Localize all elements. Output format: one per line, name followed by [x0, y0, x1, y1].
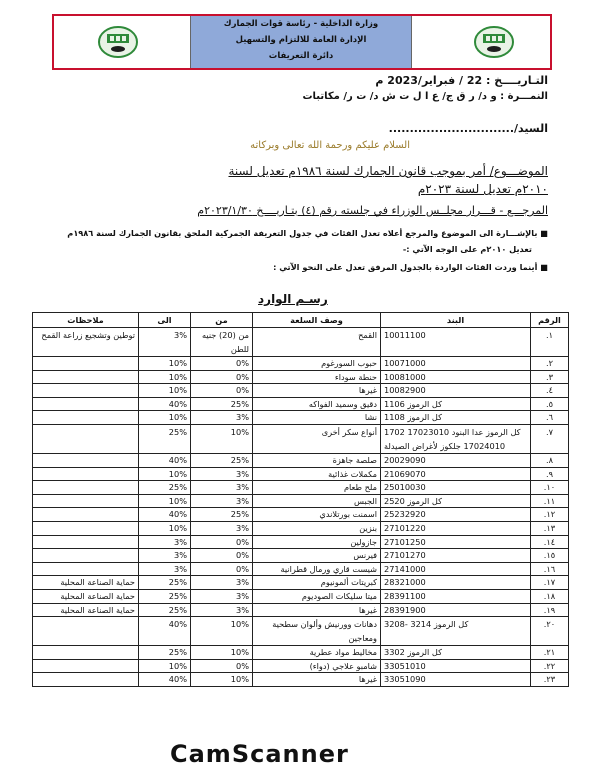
rate-from: من (20) جنيه للطن [191, 328, 253, 357]
rate-to: 25% [139, 424, 191, 453]
row-notes [33, 370, 139, 384]
rate-from: 3% [191, 521, 253, 535]
rate-from: 3% [191, 589, 253, 603]
rate-to: 10% [139, 494, 191, 508]
goods-description: حبوب السورغوم [253, 357, 381, 371]
goods-description: دقيق وسميد الفواكه [253, 397, 381, 411]
document-number: النمـــرة : و د/ ر ق ج/ ع ا ل ت ش د/ ت ر/ مكاتبات [302, 91, 548, 102]
row-number: ٢١. [531, 646, 569, 660]
tariff-table [32, 312, 569, 687]
rate-to: 10% [139, 411, 191, 425]
row-notes [33, 397, 139, 411]
row-notes [33, 467, 139, 481]
goods-description: ميتا سليكات الصوديوم [253, 589, 381, 603]
row-number: ٧. [531, 424, 569, 453]
table-row [33, 549, 569, 563]
table-row [33, 659, 569, 673]
tariff-item: 33051090 [381, 673, 531, 687]
column-header-to: الى [139, 313, 191, 328]
row-number: ١٦. [531, 562, 569, 576]
rate-to: 25% [139, 646, 191, 660]
table-row [33, 328, 569, 357]
rate-from: 0% [191, 370, 253, 384]
rate-to: 40% [139, 397, 191, 411]
row-number: ٣. [531, 370, 569, 384]
bullet-dot-icon: ■ [537, 262, 548, 272]
rate-to: 3% [139, 535, 191, 549]
tariff-item: 28391100 [381, 589, 531, 603]
tariff-item: 3302 كل الرموز [381, 646, 531, 660]
customs-emblem-icon [98, 26, 138, 58]
row-notes [33, 384, 139, 398]
rate-from: 3% [191, 576, 253, 590]
reference-line: المرجـــع - قـــرار مجلــس الوزراء في جلسته رقم (٤) بتـاريــــخ ٢٠٢٣/١/٣٠م [197, 204, 548, 217]
row-number: ١١. [531, 494, 569, 508]
rate-to: 25% [139, 589, 191, 603]
row-number: ١٩. [531, 603, 569, 617]
row-number: ٥. [531, 397, 569, 411]
goods-description: غيرها [253, 384, 381, 398]
tariff-item: 27141000 [381, 562, 531, 576]
rate-from: 0% [191, 659, 253, 673]
rate-from: 10% [191, 673, 253, 687]
rate-to: 25% [139, 481, 191, 495]
tariff-item: 28391900 [381, 603, 531, 617]
row-number: ٢٢. [531, 659, 569, 673]
row-number: ٢. [531, 357, 569, 371]
letterhead-line-department: دائرة التعريفات [268, 51, 334, 61]
row-number: ١٥. [531, 549, 569, 563]
goods-description: جازولين [253, 535, 381, 549]
tariff-item: 2520 كل الرموز [381, 494, 531, 508]
column-header-notes: ملاحظات [33, 313, 139, 328]
row-notes: حماية الصناعة المحلية [33, 576, 139, 590]
row-number: ١٨. [531, 589, 569, 603]
tariff-item: 10082900 [381, 384, 531, 398]
row-notes: توطين وتشجيع زراعة القمح [33, 328, 139, 357]
row-number: ١٤. [531, 535, 569, 549]
rate-to: 3% [139, 562, 191, 576]
rate-from: 0% [191, 549, 253, 563]
row-notes [33, 453, 139, 467]
goods-description: شامبو علاجي (دواء) [253, 659, 381, 673]
tariff-item: 28321000 [381, 576, 531, 590]
goods-description: صلصة جاهزة [253, 453, 381, 467]
bullet-dot-icon: ■ [537, 228, 548, 238]
rate-to: 3% [139, 328, 191, 357]
table-row [33, 589, 569, 603]
table-row [33, 535, 569, 549]
column-header-number: الرقم [531, 313, 569, 328]
rate-to: 25% [139, 576, 191, 590]
tariff-item: 1702 كل الرموز عدا البنود 17023010 17024010 جلكوز لأغراض الصيدلة [381, 424, 531, 453]
table-header-row [33, 313, 569, 328]
letterhead-line-ministry: وزارة الداخلية - رئاسة قوات الجمارك [223, 19, 379, 29]
tariff-item: 21069070 [381, 467, 531, 481]
rate-to: 25% [139, 603, 191, 617]
row-notes [33, 535, 139, 549]
row-notes [33, 424, 139, 453]
row-notes [33, 481, 139, 495]
table-row [33, 617, 569, 646]
rate-to: 40% [139, 508, 191, 522]
rate-to: 3% [139, 549, 191, 563]
tariff-item: 10081000 [381, 370, 531, 384]
scanner-watermark: CamScanner [170, 740, 349, 768]
row-number: ١٢. [531, 508, 569, 522]
table-row [33, 467, 569, 481]
goods-description: الجبس [253, 494, 381, 508]
rate-from: 3% [191, 411, 253, 425]
rate-to: 40% [139, 453, 191, 467]
tariff-item: 3208- 3214 كل الرموز [381, 617, 531, 646]
rate-from: 25% [191, 508, 253, 522]
goods-description: ملح طعام [253, 481, 381, 495]
table-row [33, 397, 569, 411]
goods-description: غيرها [253, 603, 381, 617]
tariff-item: 27101220 [381, 521, 531, 535]
rate-from: 0% [191, 384, 253, 398]
table-row [33, 370, 569, 384]
row-number: ١٧. [531, 576, 569, 590]
column-header-description: وصف السلعة [253, 313, 381, 328]
goods-description: مخاليط مواد عطرية [253, 646, 381, 660]
tariff-item: 33051010 [381, 659, 531, 673]
row-notes [33, 357, 139, 371]
rate-from: 10% [191, 617, 253, 646]
subject-line-1: الموضـــوع/ أمر بموجب قانون الجمارك لسنة ١٩٨٦م تعديل لسنة [228, 164, 548, 178]
bullet-paragraph-2: ■ أينما وردت الفئات الواردة بالجدول المرفق تعدل على النحو الآتي : [273, 262, 548, 272]
row-number: ١٣. [531, 521, 569, 535]
tariff-item: 27101250 [381, 535, 531, 549]
rate-to: 10% [139, 467, 191, 481]
rate-from: 10% [191, 424, 253, 453]
rate-from: 10% [191, 646, 253, 660]
rate-to: 10% [139, 384, 191, 398]
table-row [33, 576, 569, 590]
rate-from: 3% [191, 467, 253, 481]
bullet-paragraph-1-continued: تعديل ٢٠١٠م على الوجه الآتي :- [402, 244, 532, 254]
rate-from: 0% [191, 535, 253, 549]
rate-from: 0% [191, 562, 253, 576]
tariff-item: 20029090 [381, 453, 531, 467]
tariff-item: 10071000 [381, 357, 531, 371]
goods-description: أنواع سكر أخرى [253, 424, 381, 453]
goods-description: مكملات غذائية [253, 467, 381, 481]
rate-to: 10% [139, 659, 191, 673]
bullet-paragraph-1: ■ بالإشـــارة الى الموضوع والمرجع أعلاه تعدل الفئات في جدول التعريفة الجمركية الملحق بقانون الجمارك لسنة ١٩٨٦م [67, 228, 548, 238]
rate-from: 3% [191, 481, 253, 495]
row-notes [33, 673, 139, 687]
table-row [33, 562, 569, 576]
row-notes [33, 549, 139, 563]
row-notes [33, 494, 139, 508]
row-number: ٩. [531, 467, 569, 481]
row-notes: حماية الصناعة المحلية [33, 589, 139, 603]
goods-description: حنطة سوداء [253, 370, 381, 384]
rate-to: 40% [139, 673, 191, 687]
row-number: ٢٣. [531, 673, 569, 687]
tariff-item: 25232920 [381, 508, 531, 522]
goods-description: شيست قاري ورمال قطرانية [253, 562, 381, 576]
column-header-item: البند [381, 313, 531, 328]
letterhead-title-block [190, 16, 412, 68]
tariff-item: 10011100 [381, 328, 531, 357]
table-row [33, 411, 569, 425]
goods-description: القمح [253, 328, 381, 357]
tariff-item: 1108 كل الرموز [381, 411, 531, 425]
row-notes [33, 617, 139, 646]
row-number: ١. [531, 328, 569, 357]
goods-description: كبريتات ألمونيوم [253, 576, 381, 590]
row-notes [33, 508, 139, 522]
table-row [33, 508, 569, 522]
goods-description: نشا [253, 411, 381, 425]
row-notes [33, 659, 139, 673]
table-row [33, 357, 569, 371]
greeting: السلام عليكم ورحمة الله تعالى وبركاته [250, 140, 410, 151]
row-notes [33, 411, 139, 425]
goods-description: فيرنس [253, 549, 381, 563]
table-row [33, 424, 569, 453]
table-row [33, 603, 569, 617]
goods-description: بنزين [253, 521, 381, 535]
row-number: ٨. [531, 453, 569, 467]
document-date: التـاريــــخ : 22 / فبراير/2023 م [375, 74, 548, 87]
customs-emblem-icon [474, 26, 514, 58]
goods-description: دهانات وورنيش وألوان سطحية ومعاجين [253, 617, 381, 646]
rate-from: 25% [191, 397, 253, 411]
recipient-line: السيد/.............................. [388, 122, 548, 135]
rate-to: 10% [139, 521, 191, 535]
rate-from: 3% [191, 494, 253, 508]
row-notes [33, 646, 139, 660]
tariff-item: 27101270 [381, 549, 531, 563]
rate-from: 3% [191, 603, 253, 617]
row-notes [33, 521, 139, 535]
column-header-from: من [191, 313, 253, 328]
rate-from: 25% [191, 453, 253, 467]
rate-to: 10% [139, 370, 191, 384]
table-row [33, 521, 569, 535]
row-notes [33, 562, 139, 576]
subject-line-2: ٢٠١٠م تعديل لسنة ٢٠٢٣م [417, 182, 548, 196]
rate-to: 40% [139, 617, 191, 646]
tariff-item: 25010030 [381, 481, 531, 495]
rate-to: 10% [139, 357, 191, 371]
row-notes: حماية الصناعة المحلية [33, 603, 139, 617]
table-row [33, 453, 569, 467]
table-row [33, 646, 569, 660]
tariff-item: 1106 كل الرموز [381, 397, 531, 411]
row-number: ٦. [531, 411, 569, 425]
table-row [33, 481, 569, 495]
table-title: رسـم الوارد [258, 292, 328, 306]
table-row [33, 673, 569, 687]
rate-from: 0% [191, 357, 253, 371]
letterhead-line-directorate: الإدارة العامة للالتزام والتسهيل [235, 35, 367, 45]
row-number: ١٠. [531, 481, 569, 495]
row-number: ٢٠. [531, 617, 569, 646]
table-row [33, 494, 569, 508]
row-number: ٤. [531, 384, 569, 398]
table-row [33, 384, 569, 398]
goods-description: غيرها [253, 673, 381, 687]
goods-description: اسمنت بورتلاندي [253, 508, 381, 522]
